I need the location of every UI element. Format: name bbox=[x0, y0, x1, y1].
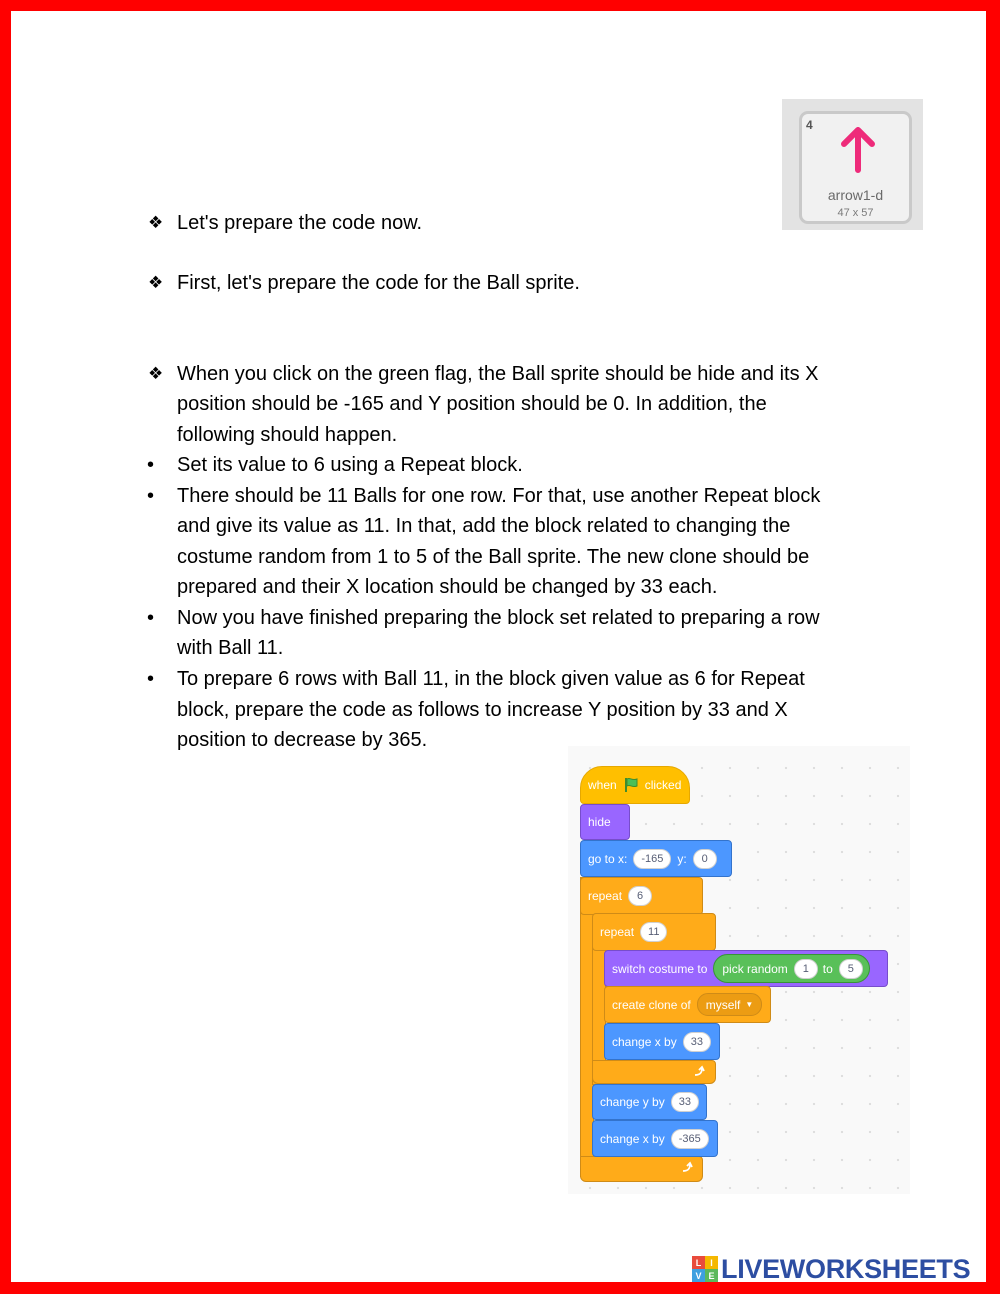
arrow-up-icon bbox=[838, 126, 878, 174]
create-clone-block[interactable] bbox=[604, 986, 771, 1023]
goto-y-input[interactable]: 0 bbox=[693, 849, 717, 869]
outer-repeat-count-input[interactable]: 6 bbox=[628, 886, 652, 906]
inner-repeat-count-input[interactable]: 11 bbox=[640, 922, 667, 942]
bullet-line: There should be 11 Balls for one row. For that, use another Repeat block bbox=[177, 485, 821, 507]
sprite-size: 47 x 57 bbox=[837, 207, 874, 219]
inner-repeat-label: repeat bbox=[600, 925, 635, 939]
random-from-input[interactable]: 1 bbox=[794, 959, 818, 979]
liveworksheets-logo[interactable] bbox=[692, 1254, 970, 1284]
instruction-line: position should be -165 and Y position should be 0. In addition, the bbox=[177, 393, 767, 415]
logo-mark-letter: L bbox=[692, 1256, 705, 1269]
clone-target-value: myself bbox=[705, 997, 741, 1012]
sprite-thumbnail-panel bbox=[782, 99, 923, 230]
bullet-diamond-icon: ❖ bbox=[148, 213, 164, 232]
change-y-label: change y by bbox=[600, 1095, 665, 1109]
switch-costume-block[interactable] bbox=[604, 950, 888, 987]
bullet-dot-icon: • bbox=[147, 607, 155, 629]
bullet-line: Set its value to 6 using a Repeat block. bbox=[177, 454, 523, 476]
change-x-outer-input[interactable]: -365 bbox=[671, 1129, 709, 1149]
change-x-by-neg365-block[interactable] bbox=[592, 1120, 718, 1157]
pick-random-label: pick random bbox=[722, 961, 788, 976]
pick-random-block[interactable] bbox=[713, 954, 869, 983]
random-to-input[interactable]: 5 bbox=[839, 959, 863, 979]
bullet-line: costume random from 1 to 5 of the Ball sprite. The new clone should be bbox=[177, 546, 810, 568]
change-x-by-33-block[interactable] bbox=[604, 1023, 720, 1060]
intro-line: Let's prepare the code now. bbox=[177, 212, 423, 234]
bullet-line: with Ball 11. bbox=[177, 637, 284, 659]
change-x-label: change x by bbox=[612, 1034, 677, 1049]
intro-line: First, let's prepare the code for the Ball sprite. bbox=[177, 272, 580, 294]
sprite-name: arrow1-d bbox=[827, 187, 884, 203]
bullet-line: and give its value as 11. In that, add the block related to changing the bbox=[177, 515, 791, 537]
bullet-line: block, prepare the code as follows to increase Y position by 33 and X bbox=[177, 699, 788, 721]
hide-block[interactable] bbox=[580, 804, 630, 840]
repeat-6-block[interactable] bbox=[580, 877, 703, 915]
loop-arrow-icon bbox=[692, 1064, 706, 1078]
repeat-11-block[interactable] bbox=[592, 913, 716, 951]
bullet-line: Now you have finished preparing the block set related to preparing a row bbox=[177, 607, 820, 629]
goto-x-input[interactable]: -165 bbox=[633, 849, 671, 869]
sprite-number: 4 bbox=[806, 118, 813, 132]
bullet-dot-icon: • bbox=[147, 668, 155, 690]
bullet-diamond-icon: ❖ bbox=[148, 364, 164, 383]
instruction-line: When you click on the green flag, the Ball sprite should be hide and its X bbox=[177, 363, 819, 385]
outer-repeat-label: repeat bbox=[588, 889, 623, 903]
bullet-line: To prepare 6 rows with Ball 11, in the block given value as 6 for Repeat bbox=[177, 668, 805, 690]
clone-target-dropdown[interactable] bbox=[697, 993, 763, 1016]
scratch-code-area bbox=[568, 746, 910, 1194]
bullet-line: position to decrease by 365. bbox=[177, 729, 428, 751]
logo-mark-letter: I bbox=[705, 1256, 718, 1269]
bullet-diamond-icon: ❖ bbox=[148, 273, 164, 292]
random-to-label: to bbox=[822, 961, 833, 976]
change-y-input[interactable]: 33 bbox=[671, 1092, 699, 1112]
hat-clicked-label: clicked bbox=[644, 778, 682, 792]
change-y-by-33-block[interactable] bbox=[592, 1084, 707, 1120]
change-x-label: change x by bbox=[600, 1131, 665, 1146]
logo-mark-letter: E bbox=[705, 1269, 718, 1282]
bullet-dot-icon: • bbox=[147, 485, 155, 507]
liveworksheets-logo-mark bbox=[692, 1256, 718, 1282]
logo-text: LIVEWORKSHEETS bbox=[721, 1253, 971, 1284]
create-clone-label: create clone of bbox=[612, 997, 691, 1012]
change-x-inner-input[interactable]: 33 bbox=[683, 1032, 711, 1052]
bullet-dot-icon: • bbox=[147, 454, 155, 476]
logo-mark-letter: V bbox=[692, 1269, 705, 1282]
green-flag-icon bbox=[623, 777, 639, 793]
instruction-line: following should happen. bbox=[177, 424, 398, 446]
loop-arrow-icon bbox=[680, 1160, 694, 1174]
goto-y-label: y: bbox=[677, 851, 687, 866]
bullet-line: prepared and their X location should be changed by 33 each. bbox=[177, 576, 718, 598]
go-to-xy-block[interactable] bbox=[580, 840, 732, 877]
when-flag-clicked-block[interactable] bbox=[580, 766, 690, 804]
switch-costume-label: switch costume to bbox=[612, 961, 708, 976]
sprite-tile[interactable] bbox=[799, 111, 912, 224]
goto-x-label: go to x: bbox=[588, 851, 628, 866]
dropdown-caret-icon: ▼ bbox=[745, 1000, 754, 1009]
hide-label: hide bbox=[588, 815, 611, 829]
hat-when-label: when bbox=[588, 778, 617, 792]
